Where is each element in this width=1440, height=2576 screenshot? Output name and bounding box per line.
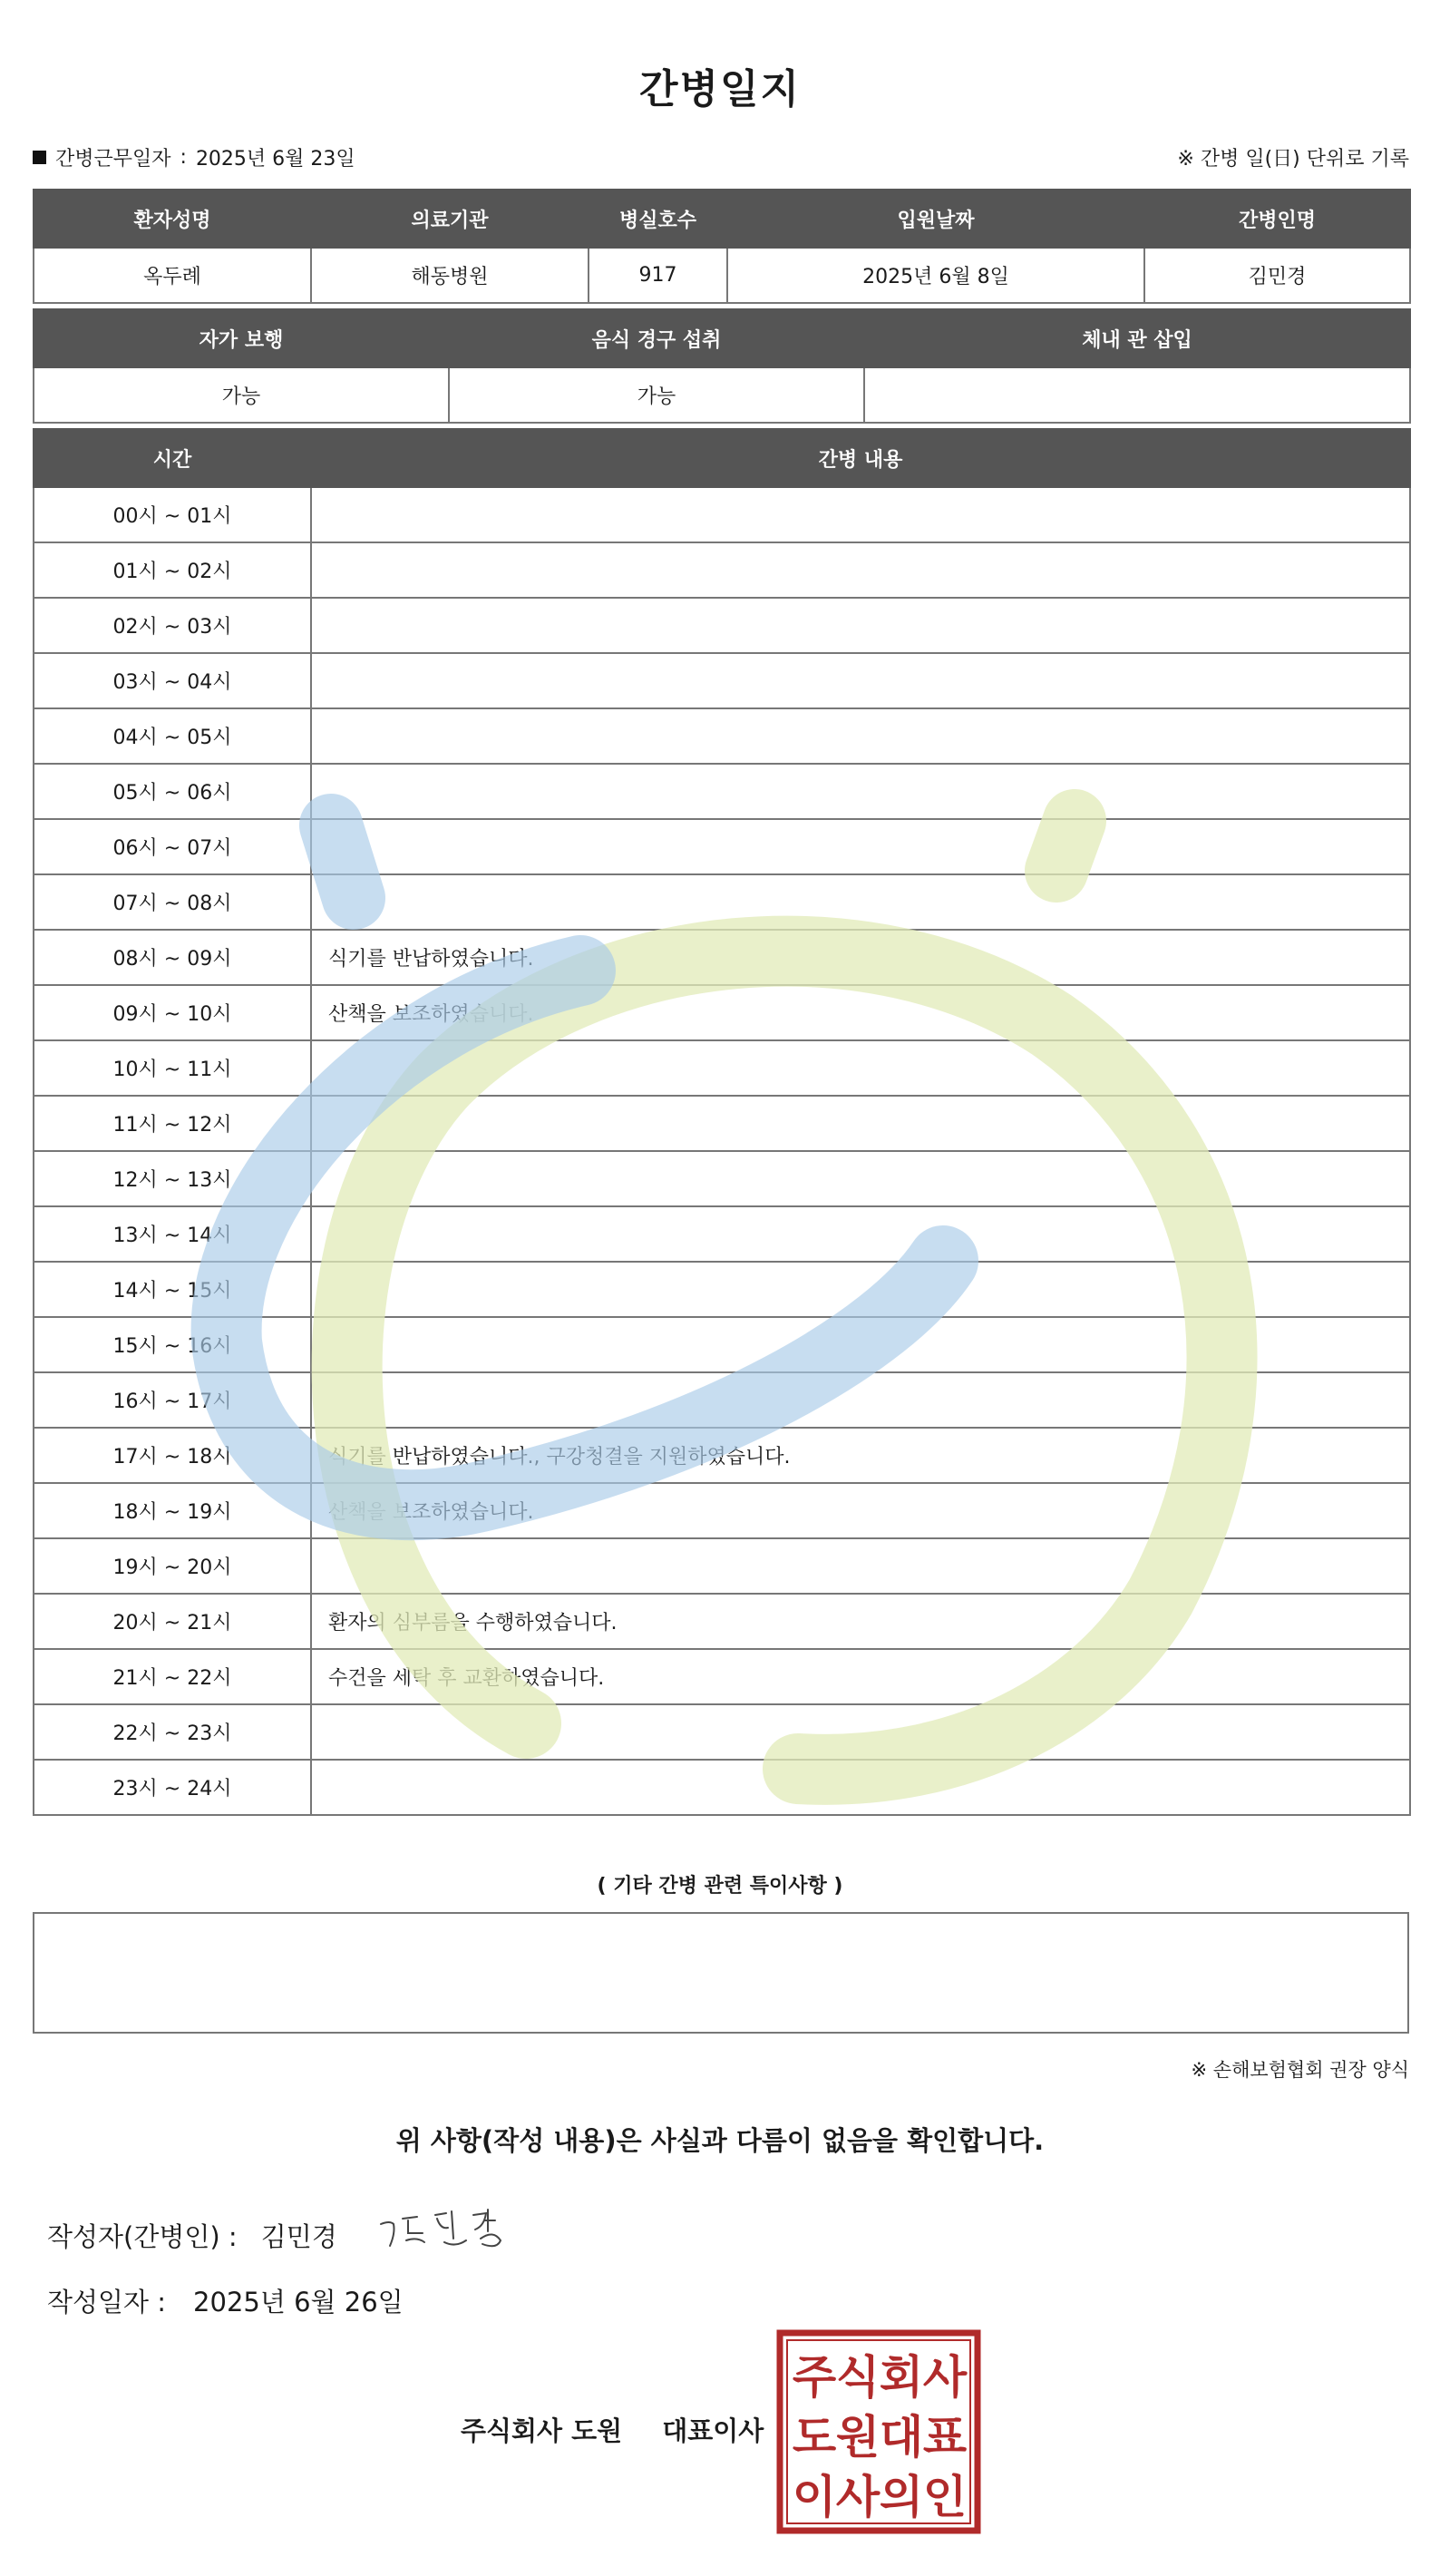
log-row [34, 708, 1410, 764]
header-hospital: 의료기관 [311, 190, 589, 248]
log-content [311, 1372, 1410, 1428]
log-content: 환자의 심부름을 수행하였습니다. [311, 1594, 1410, 1649]
company-role: 대표이사 [662, 2415, 764, 2446]
log-content [311, 598, 1410, 653]
log-row [34, 764, 1410, 819]
header-caregiver-name: 간병인명 [1144, 190, 1410, 248]
log-time: 08시 ~ 09시 [34, 930, 311, 985]
log-row [34, 985, 1410, 1040]
log-time: 22시 ~ 23시 [34, 1704, 311, 1760]
seal-glyph: 대 [879, 2411, 924, 2464]
seal-glyph: 인 [922, 2471, 968, 2523]
meta-row [33, 143, 1409, 174]
document-title: 간병일지 [638, 66, 801, 112]
log-time: 14시 ~ 15시 [34, 1262, 311, 1317]
log-row [34, 819, 1410, 874]
log-time: 18시 ~ 19시 [34, 1483, 311, 1538]
log-content [311, 487, 1410, 542]
log-content: 식기를 반납하였습니다. [311, 930, 1410, 985]
square-bullet-icon [33, 151, 46, 164]
log-row [34, 930, 1410, 985]
log-time: 09시 ~ 10시 [34, 985, 311, 1040]
writer-line [47, 2217, 337, 2254]
log-row [34, 1317, 1410, 1372]
log-row [34, 1428, 1410, 1483]
caregiver-name: 김민경 [1144, 248, 1410, 303]
seal-glyph: 이 [792, 2471, 837, 2523]
log-row [34, 1151, 1410, 1206]
log-content: 산책을 보조하였습니다. [311, 985, 1410, 1040]
log-time: 17시 ~ 18시 [34, 1428, 311, 1483]
care-log-table [33, 428, 1411, 1816]
write-date-value: 2025년 6월 26일 [193, 2287, 404, 2317]
hospital-name: 해동병원 [311, 248, 589, 303]
log-row [34, 653, 1410, 708]
header-patient-name: 환자성명 [34, 190, 311, 248]
admission-date: 2025년 6월 8일 [727, 248, 1144, 303]
log-time: 07시 ~ 08시 [34, 874, 311, 930]
header-self-walking: 자가 보행 [34, 309, 449, 367]
log-content: 산책을 보조하였습니다. [311, 1483, 1410, 1538]
oral-intake-value: 가능 [449, 367, 864, 423]
confirmation-statement: 위 사항(작성 내용)은 사실과 다름이 없음을 확인합니다. [395, 2125, 1045, 2156]
log-row [34, 1483, 1410, 1538]
log-row [34, 1594, 1410, 1649]
seal-glyph: 표 [922, 2411, 968, 2464]
log-content [311, 819, 1410, 874]
seal-glyph: 사 [922, 2351, 968, 2404]
care-log-body [34, 487, 1410, 1815]
header-room-number: 병실호수 [589, 190, 727, 248]
log-time: 06시 ~ 07시 [34, 819, 311, 874]
patient-name: 옥두례 [34, 248, 311, 303]
log-content [311, 542, 1410, 598]
log-time: 02시 ~ 03시 [34, 598, 311, 653]
work-date-label: 간병근무일자 [55, 148, 171, 171]
form-notice: ※ 손해보험협회 권장 양식 [1191, 2059, 1409, 2081]
work-date [33, 143, 355, 171]
writer-name: 김민경 [260, 2221, 337, 2252]
log-time: 21시 ~ 22시 [34, 1649, 311, 1704]
seal-glyph: 원 [835, 2411, 881, 2464]
header-admission-date: 입원날짜 [727, 190, 1144, 248]
log-content [311, 1096, 1410, 1151]
log-row [34, 598, 1410, 653]
tube-insertion-value [864, 367, 1410, 423]
remarks-box [33, 1912, 1409, 2034]
writer-label: 작성자(간병인) : [47, 2221, 238, 2252]
log-row [34, 874, 1410, 930]
seal-glyph: 주 [792, 2351, 837, 2404]
seal-glyph: 의 [879, 2471, 924, 2523]
log-content: 수건을 세탁 후 교환하였습니다. [311, 1649, 1410, 1704]
work-date-separator: : [180, 146, 187, 169]
log-row [34, 542, 1410, 598]
self-walking-value: 가능 [34, 367, 449, 423]
log-content [311, 1040, 1410, 1096]
log-time: 23시 ~ 24시 [34, 1760, 311, 1815]
ability-table [33, 308, 1411, 424]
log-content [311, 874, 1410, 930]
log-row [34, 1649, 1410, 1704]
handwritten-signature [372, 2199, 535, 2262]
log-time: 04시 ~ 05시 [34, 708, 311, 764]
header-oral-intake: 음식 경구 섭취 [449, 309, 864, 367]
log-row [34, 1096, 1410, 1151]
log-time: 19시 ~ 20시 [34, 1538, 311, 1594]
log-row [34, 1538, 1410, 1594]
header-care-content: 간병 내용 [311, 429, 1410, 487]
unit-note: ※ 간병 일(日) 단위로 기록 [1177, 148, 1409, 171]
log-row [34, 1262, 1410, 1317]
seal-glyph: 도 [792, 2411, 837, 2464]
log-content [311, 1206, 1410, 1262]
log-row [34, 1040, 1410, 1096]
log-row [34, 1372, 1410, 1428]
log-content [311, 1538, 1410, 1594]
log-time: 20시 ~ 21시 [34, 1594, 311, 1649]
header-tube-insertion: 체내 관 삽입 [864, 309, 1410, 367]
header-time: 시간 [34, 429, 311, 487]
room-number: 917 [589, 248, 727, 303]
log-content [311, 1317, 1410, 1372]
log-time: 05시 ~ 06시 [34, 764, 311, 819]
company-name: 주식회사 도원 [461, 2415, 623, 2446]
log-content [311, 1262, 1410, 1317]
log-time: 16시 ~ 17시 [34, 1372, 311, 1428]
log-time: 00시 ~ 01시 [34, 487, 311, 542]
log-content: 식기를 반납하였습니다., 구강청결을 지원하였습니다. [311, 1428, 1410, 1483]
remarks-title: ( 기타 간병 관련 특이사항 ) [597, 1875, 843, 1898]
log-content [311, 653, 1410, 708]
write-date-line [47, 2282, 404, 2319]
log-time: 15시 ~ 16시 [34, 1317, 311, 1372]
log-time: 13시 ~ 14시 [34, 1206, 311, 1262]
log-time: 12시 ~ 13시 [34, 1151, 311, 1206]
company-seal-stamp [776, 2329, 981, 2534]
patient-info-table [33, 189, 1411, 304]
log-row [34, 1760, 1410, 1815]
log-time: 01시 ~ 02시 [34, 542, 311, 598]
log-time: 10시 ~ 11시 [34, 1040, 311, 1096]
work-date-value: 2025년 6월 23일 [195, 148, 355, 171]
log-content [311, 764, 1410, 819]
seal-glyph: 회 [879, 2351, 924, 2404]
seal-glyph: 식 [835, 2351, 881, 2404]
log-row [34, 487, 1410, 542]
log-time: 03시 ~ 04시 [34, 653, 311, 708]
log-content [311, 1760, 1410, 1815]
log-content [311, 1704, 1410, 1760]
log-row [34, 1704, 1410, 1760]
seal-glyph: 사 [835, 2471, 881, 2523]
log-row [34, 1206, 1410, 1262]
log-content [311, 1151, 1410, 1206]
log-time: 11시 ~ 12시 [34, 1096, 311, 1151]
log-content [311, 708, 1410, 764]
write-date-label: 작성일자 : [47, 2287, 167, 2317]
company-line [461, 2411, 764, 2448]
